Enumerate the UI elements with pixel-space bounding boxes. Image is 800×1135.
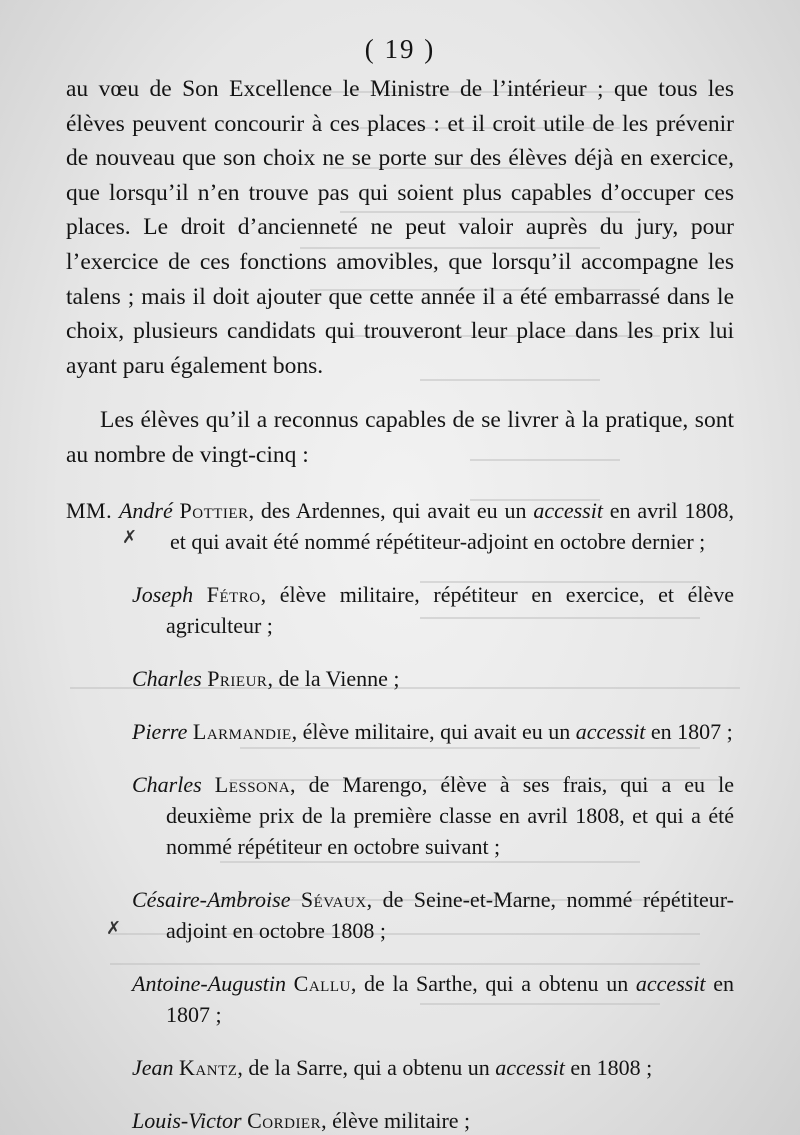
pencil-mark-icon: ✗: [106, 918, 122, 938]
given-name: Jean: [132, 1054, 174, 1080]
list-item: [66, 968, 734, 1030]
surname: Cordier: [247, 1107, 322, 1133]
paragraph-jury-remarks: au vœu de Son Excellence le Ministre de l’intérieur ; que tous les élèves peuvent concourir à ces places : et il croit utile de les prévenir de nouveau que son choix ne se porte sur des élèves déjà en exercice, que lorsqu’il n’en trouve pas qui soient plus capables d’occuper ces places. Le droit d’ancienneté ne peut valoir auprès du jury, pour l’exercice de ces fonctions amovibles, que lorsqu’il accompagne les talens ; mais il doit ajouter que cette année il a été embarrassé dans le choix, plusieurs candidats qui trouveront leur place dans les prix lui ayant paru également bons.: [66, 76, 734, 379]
given-name: André: [118, 497, 173, 523]
given-name: Charles: [132, 771, 202, 797]
entry-details: , de Seine-et-Marne, nommé répétiteur-adjoint en octobre 1808 ;: [166, 886, 735, 943]
given-name: Pierre: [132, 718, 188, 744]
entry-details: , élève militaire ;: [321, 1107, 471, 1133]
list-item: [66, 716, 734, 747]
given-name: Antoine-Augustin: [132, 970, 286, 996]
entry-details-end: en 1807 ;: [645, 718, 733, 744]
list-item: [66, 884, 734, 946]
surname: Fétro: [206, 581, 261, 607]
list-item: [66, 769, 734, 862]
entry-details-end: en 1808 ;: [564, 1054, 653, 1080]
pencil-mark-icon: ✗: [122, 527, 138, 547]
accessit-term: accessit: [635, 970, 706, 996]
students-list: [66, 495, 734, 1135]
given-name: Joseph: [132, 581, 194, 607]
accessit-term: accessit: [575, 718, 646, 744]
page-body: [66, 72, 734, 1135]
entry-details: , des Ardennes, qui avait eu un: [248, 497, 534, 523]
accessit-term: accessit: [495, 1054, 565, 1080]
surname: Sévaux: [300, 886, 367, 912]
surname: Pottier: [179, 497, 249, 523]
list-item: [66, 579, 734, 641]
entry-details-end: en 1807 ;: [166, 970, 735, 1027]
paragraph-students-intro: Les élèves qu’il a reconnus capables de se livrer à la pratique, sont au nombre de vingt-cinq :: [66, 407, 734, 468]
entry-details-end: en avril 1808, et qui avait été nommé répétiteur-adjoint en octobre dernier ;: [170, 497, 734, 554]
entry-details: , de la Sarre, qui a obtenu un: [237, 1054, 496, 1080]
page-number: ( 19 ): [364, 34, 436, 64]
list-item: [66, 495, 734, 557]
entry-details: , de la Sarthe, qui a obtenu un: [350, 970, 636, 996]
given-name: Charles: [132, 665, 202, 691]
surname: Callu: [293, 970, 351, 996]
accessit-term: accessit: [533, 497, 603, 523]
list-prefix: MM.: [66, 497, 113, 523]
surname: Larmandie: [192, 718, 292, 744]
list-item: [66, 663, 734, 694]
entry-details: , de Marengo, élève à ses frais, qui a eu le deuxième prix de la première classe en avril 1808, et qui a été nommé répétiteur en octobre suivant ;: [166, 771, 734, 859]
entry-details: , de la Vienne ;: [267, 665, 400, 691]
given-name: Louis-Victor: [132, 1107, 242, 1133]
given-name: Césaire-Ambroise: [132, 886, 291, 912]
list-item: [66, 1105, 734, 1135]
surname: Prieur: [207, 665, 268, 691]
entry-details: , élève militaire, qui avait eu un: [291, 718, 576, 744]
entry-details: , élève militaire, répétiteur en exercice, et élève agriculteur ;: [166, 581, 735, 638]
list-item: [66, 1052, 734, 1083]
surname: Kantz: [179, 1054, 238, 1080]
surname: Lessona: [214, 771, 291, 797]
